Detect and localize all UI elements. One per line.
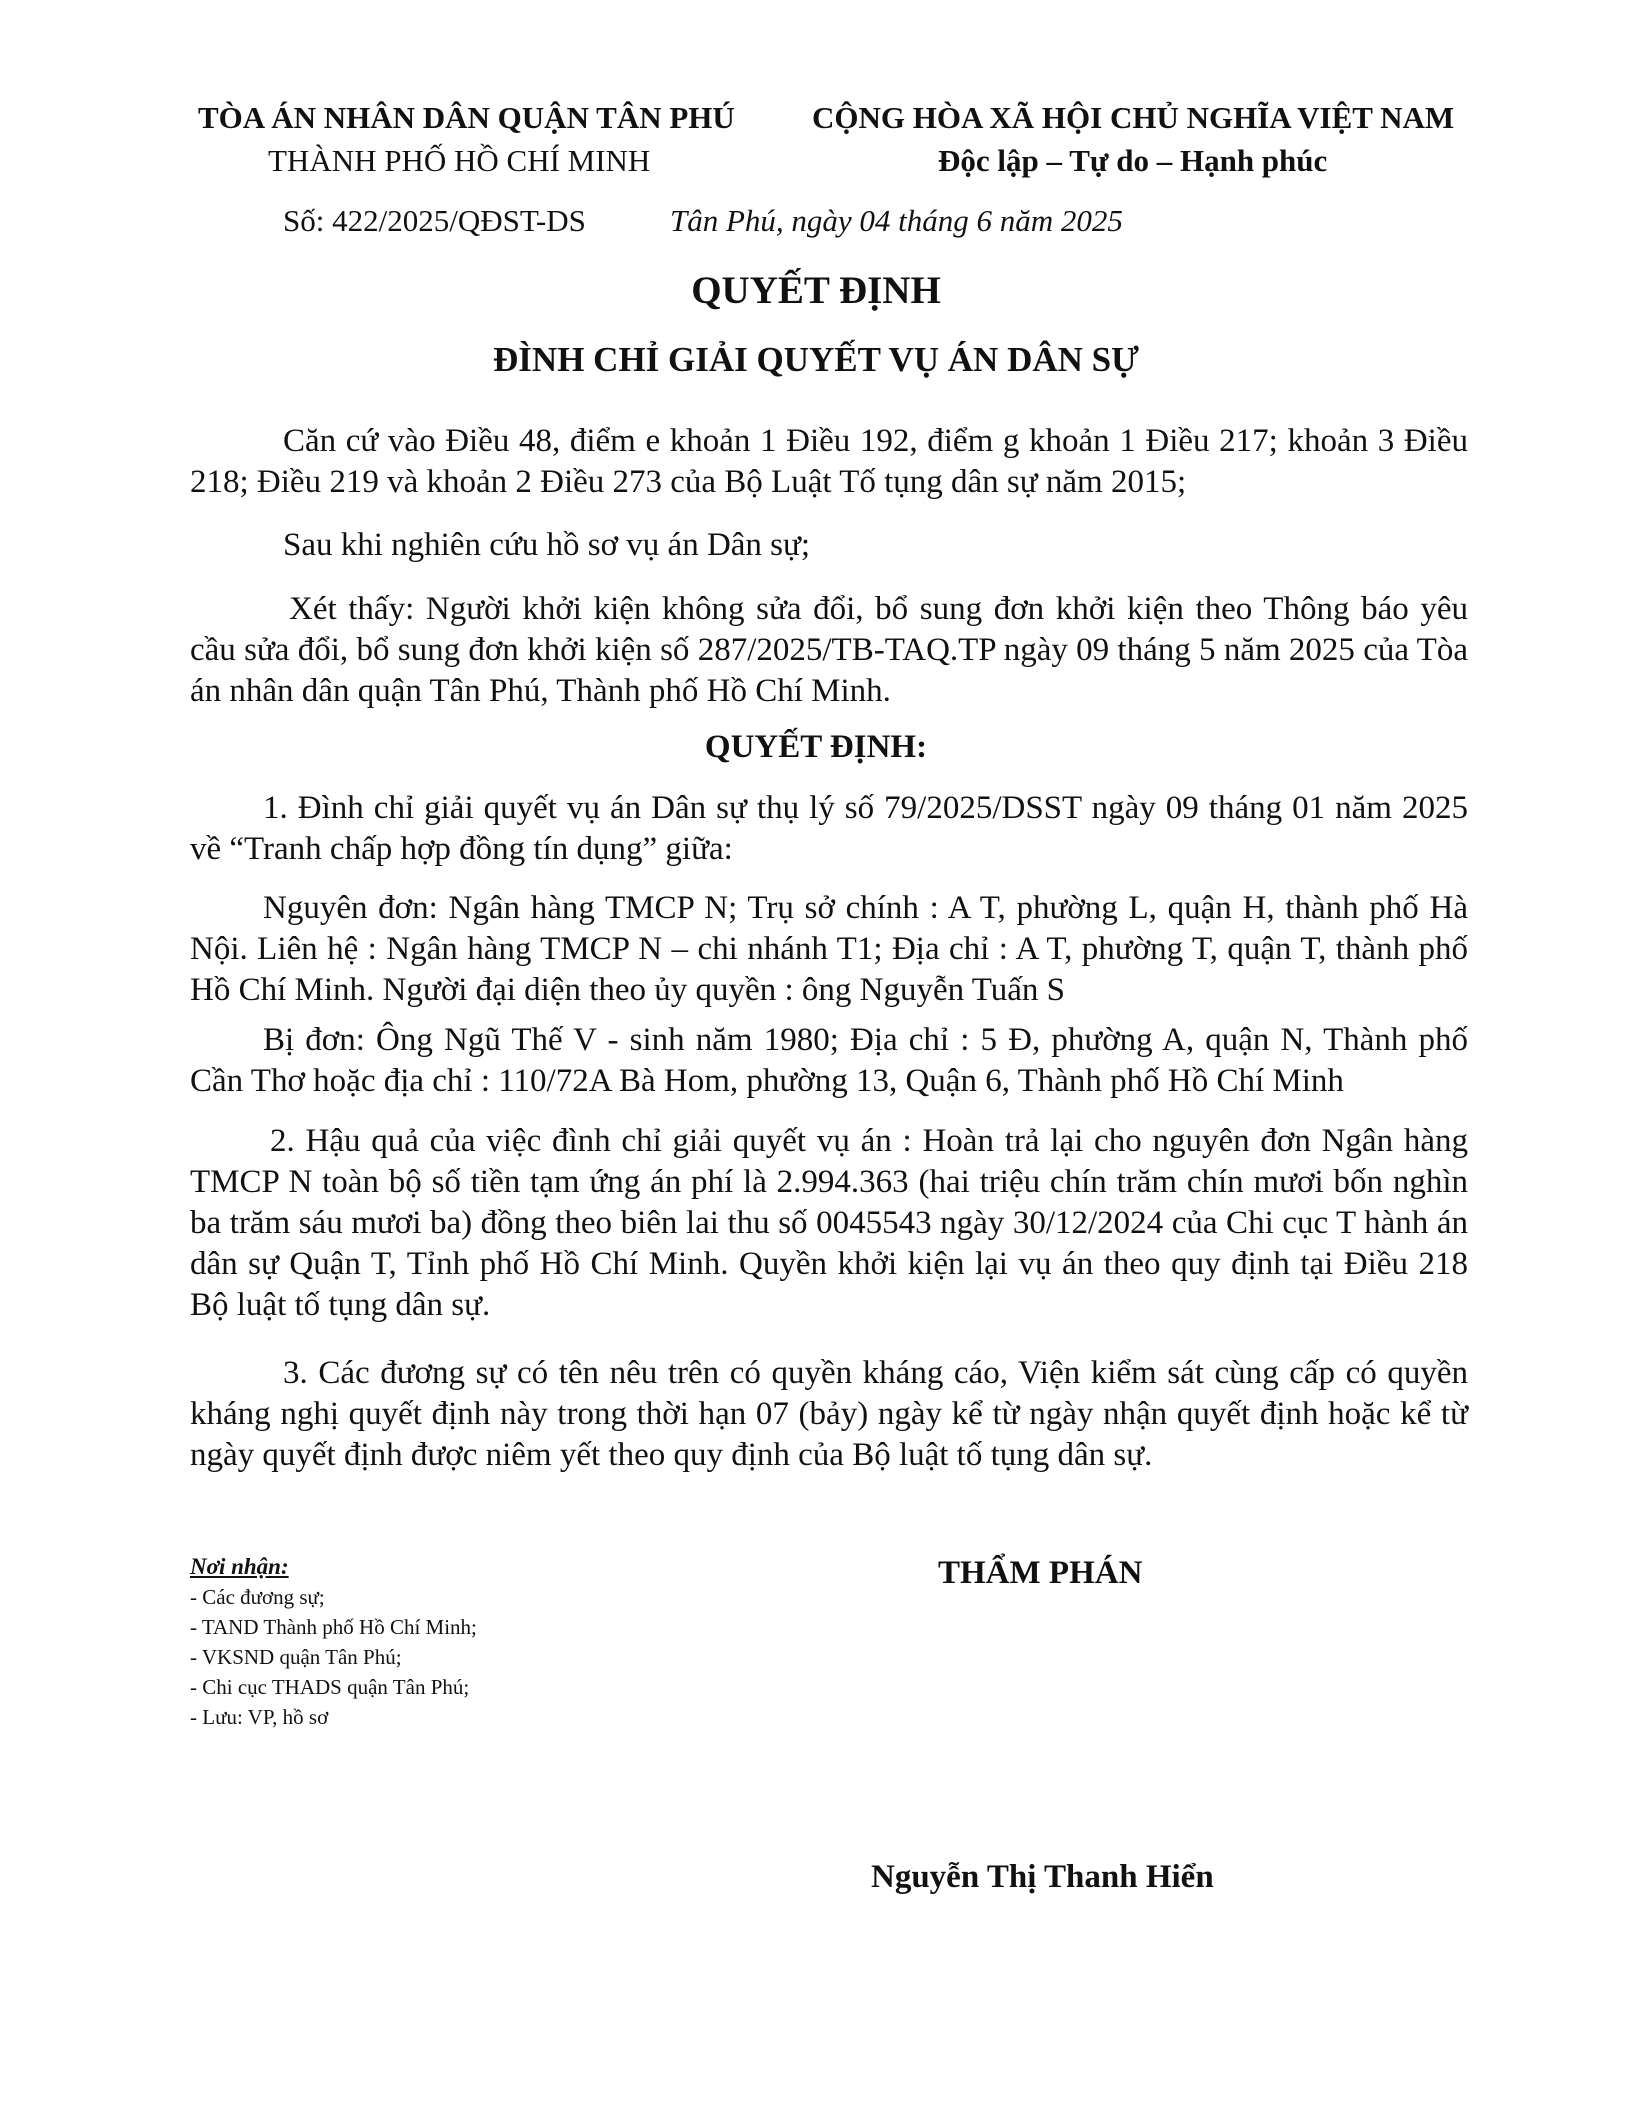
decision-item-2: 2. Hậu quả của việc đình chỉ giải quyết vụ án : Hoàn trả lại cho nguyên đơn Ngân hàng TMCP N toàn bộ số tiền tạm ứng án phí là 2.994.363 (hai triệu chín trăm chín mươi bốn nghìn ba trăm sáu mươi ba) đồng theo biên lai thu số 0045543 ngày 30/12/2024 của Chi cục T hành án dân sự Quận T, Tỉnh phố Hồ Chí Minh. Quyền khởi kiện lại vụ án theo quy định tại Điều 218 Bộ luật tố tụng dân sự.	[190, 1123, 1468, 1323]
legal-basis-paragraph: Căn cứ vào Điều 48, điểm e khoản 1 Điều 192, điểm g khoản 1 Điều 217; khoản 3 Điều 218; Điều 219 và khoản 2 Điều 273 của Bộ Luật Tố tụng dân sự năm 2015;	[190, 423, 1468, 500]
recipients-label: Nơi nhận:	[190, 1554, 289, 1579]
recipient-item: - TAND Thành phố Hồ Chí Minh;	[190, 1615, 477, 1639]
decision-item-3: 3. Các đương sự có tên nêu trên có quyền kháng cáo, Viện kiểm sát cùng cấp có quyền kháng nghị quyết định này trong thời hạn 07 (bảy) ngày kể từ ngày nhận quyết định hoặc kể từ ngày quyết định được niêm yết theo quy định của Bộ luật tố tụng dân sự.	[190, 1355, 1468, 1473]
plaintiff-paragraph: Nguyên đơn: Ngân hàng TMCP N; Trụ sở chính : A T, phường L, quận H, thành phố Hà Nội. Liên hệ : Ngân hàng TMCP N – chi nhánh T1; Địa chỉ : A T, phường T, quận T, thành phố Hồ Chí Minh. Người đại diện theo ủy quyền : ông Nguyễn Tuấn S	[190, 890, 1468, 1008]
signer-name: Nguyễn Thị Thanh Hiển	[871, 1859, 1214, 1895]
signer-role: THẨM PHÁN	[938, 1555, 1143, 1591]
recipient-item: - Các đương sự;	[190, 1585, 325, 1609]
court-name: TÒA ÁN NHÂN DÂN QUẬN TÂN PHÚ	[198, 100, 735, 135]
court-city: THÀNH PHỐ HỒ CHÍ MINH	[268, 143, 651, 178]
recipient-item: - VKSND quận Tân Phú;	[190, 1645, 402, 1669]
recipients-block	[190, 1552, 477, 1732]
decision-heading: QUYẾT ĐỊNH:	[704, 729, 928, 765]
place-and-date: Tân Phú, ngày 04 tháng 6 năm 2025	[670, 203, 1123, 238]
document-subtitle: ĐÌNH CHỈ GIẢI QUYẾT VỤ ÁN DÂN SỰ	[493, 340, 1139, 379]
consideration-paragraph: Xét thấy: Người khởi kiện không sửa đổi, bổ sung đơn khởi kiện theo Thông báo yêu cầu sửa đổi, bổ sung đơn khởi kiện số 287/2025/TB-TAQ.TP ngày 09 tháng 5 năm 2025 của Tòa án nhân dân quận Tân Phú, Thành phố Hồ Chí Minh.	[190, 591, 1468, 709]
document-number: Số: 422/2025/QĐST-DS	[283, 203, 586, 238]
national-motto: Độc lập – Tự do – Hạnh phúc	[938, 143, 1328, 178]
recipient-item: - Lưu: VP, hồ sơ	[190, 1705, 329, 1729]
defendant-paragraph: Bị đơn: Ông Ngũ Thế V - sinh năm 1980; Địa chỉ : 5 Đ, phường A, quận N, Thành phố Cần Thơ hoặc địa chỉ : 110/72A Bà Hom, phường 13, Quận 6, Thành phố Hồ Chí Minh	[190, 1022, 1468, 1099]
decision-item-1: 1. Đình chỉ giải quyết vụ án Dân sự thụ lý số 79/2025/DSST ngày 09 tháng 01 năm 2025 về “Tranh chấp hợp đồng tín dụng” giữa:	[190, 790, 1468, 867]
document-title: QUYẾT ĐỊNH	[691, 269, 941, 312]
study-paragraph: Sau khi nghiên cứu hồ sơ vụ án Dân sự;	[283, 527, 811, 563]
national-title: CỘNG HÒA XÃ HỘI CHỦ NGHĨA VIỆT NAM	[812, 100, 1455, 135]
recipient-item: - Chi cục THADS quận Tân Phú;	[190, 1675, 470, 1699]
